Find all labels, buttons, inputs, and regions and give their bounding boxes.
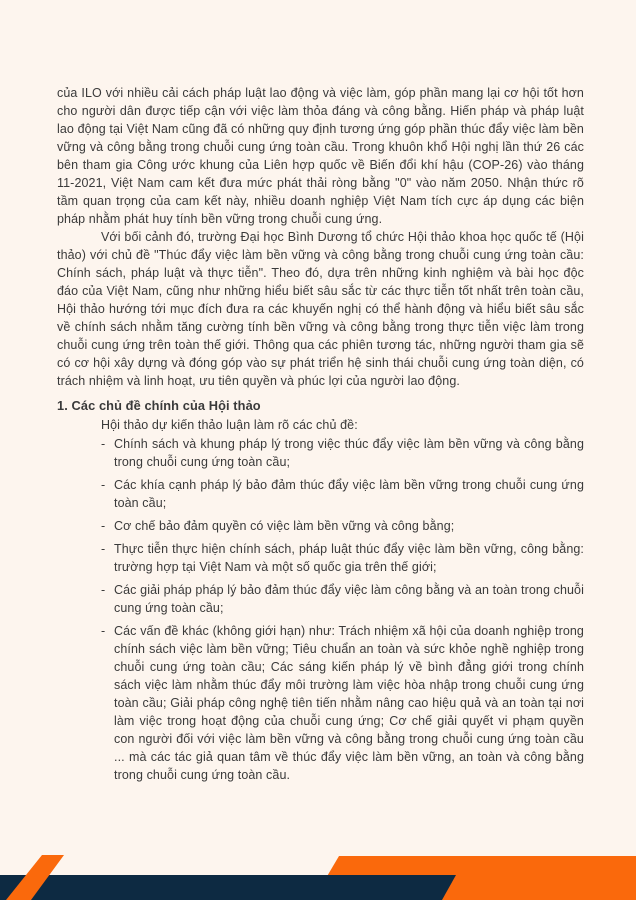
list-item-text: Các khía cạnh pháp lý bảo đảm thúc đẩy việc làm bền vững trong chuỗi cung ứng toàn cầu; xyxy=(114,478,584,510)
footer-decoration xyxy=(0,845,636,900)
bullet-dash: - xyxy=(101,519,106,533)
list-item xyxy=(101,622,584,784)
section-heading-main-topics: 1. Các chủ đề chính của Hội thảo xyxy=(57,398,261,413)
paragraph-conference-intro: Với bối cảnh đó, trường Đại học Bình Dương tổ chức Hội thảo khoa học quốc tế (Hội thảo) với chủ đề "Thúc đẩy việc làm bền vững và công bằng trong chuỗi cung ứng toàn cầu: Chính sách, pháp luật và thực tiễn". Theo đó, dựa trên những kinh nghiệm và bài học độc đáo của Việt Nam, cũng như những hiểu biết sâu sắc từ các thực tiễn tốt nhất trên toàn cầu, Hội thảo hướng tới mục đích đưa ra các khuyến nghị có thể hành động và hiểu biết sâu sắc về chính sách nhằm tăng cường tính bền vững và công bằng trong thực tiễn việc làm trong chuỗi cung ứng trên toàn thế giới. Thông qua các phiên tương tác, những người tham gia sẽ có cơ hội xây dựng và đóng góp vào sự phát triển hệ sinh thái chuỗi cung ứng toàn diện, có trách nhiệm và linh hoạt, ưu tiên quyền và phúc lợi của người lao động. xyxy=(57,230,584,388)
list-item xyxy=(101,540,584,576)
bullet-dash: - xyxy=(101,437,106,451)
bullet-dash: - xyxy=(101,478,106,492)
bullet-dash: - xyxy=(101,542,106,556)
list-item xyxy=(101,581,584,617)
list-item-text: Các vấn đề khác (không giới hạn) như: Trách nhiệm xã hội của doanh nghiệp trong chính sách việc làm bền vững; Tiêu chuẩn an toàn và sức khỏe nghề nghiệp trong chuỗi cung ứng toàn cầu; Các sáng kiến pháp lý về bình đẳng giới trong chính sách việc làm nhằm thúc đẩy môi trường làm việc hòa nhập trong chuỗi cung ứng toàn cầu; Giải pháp công nghệ tiên tiến nhằm nâng cao hiệu quả và an toàn tại nơi làm việc trong hoạt động của chuỗi cung ứng; Cơ chế giải quyết vi phạm quyền con người đối với việc làm bền vững và công bằng trong chuỗi cung ứng toàn cầu ... mà các tác giả quan tâm về thúc đẩy việc làm bền vững, an toàn và công bằng trong chuỗi cung ứng toàn cầu. xyxy=(114,624,584,782)
section-intro-line: Hội thảo dự kiến thảo luận làm rõ các chủ đề: xyxy=(101,418,358,432)
bullet-dash: - xyxy=(101,624,106,638)
list-item xyxy=(101,517,584,535)
list-item xyxy=(101,476,584,512)
list-item-text: Thực tiễn thực hiện chính sách, pháp luật thúc đẩy việc làm bền vững, công bằng: trường hợp tại Việt Nam và một số quốc gia trên thế giới; xyxy=(114,542,584,574)
page-body-text xyxy=(57,84,584,789)
topic-list xyxy=(57,435,584,784)
list-item-text: Các giải pháp pháp lý bảo đảm thúc đẩy việc làm công bằng và an toàn trong chuỗi cung ứng toàn cầu; xyxy=(114,583,584,615)
footer-navy-band xyxy=(0,875,456,900)
list-item-text: Chính sách và khung pháp lý trong việc thúc đẩy việc làm bền vững và công bằng trong chuỗi cung ứng toàn cầu; xyxy=(114,437,584,469)
bullet-dash: - xyxy=(101,583,106,597)
list-item xyxy=(101,435,584,471)
paragraph-ilo-context: của ILO với nhiều cải cách pháp luật lao động và việc làm, góp phần mang lại cơ hội tốt hơn cho người dân được tiếp cận với việc làm thỏa đáng và công bằng. Hiến pháp và pháp luật lao động tại Việt Nam cũng đã có những quy định tương ứng góp phần thúc đẩy việc làm bền vững và công bằng trong chuỗi cung ứng toàn cầu. Trong khuôn khổ Hội nghị lần thứ 26 các bên tham gia Công ước khung của Liên hợp quốc về Biến đổi khí hậu (COP-26) vào tháng 11-2021, Việt Nam cam kết đưa mức phát thải ròng bằng "0" vào năm 2050. Nhận thức rõ tầm quan trọng của cam kết này, nhiều doanh nghiệp Việt Nam tích cực áp dụng các biện pháp nhằm phát huy tính bền vững trong chuỗi cung ứng. xyxy=(57,86,584,226)
list-item-text: Cơ chế bảo đảm quyền có việc làm bền vững và công bằng; xyxy=(114,519,455,533)
